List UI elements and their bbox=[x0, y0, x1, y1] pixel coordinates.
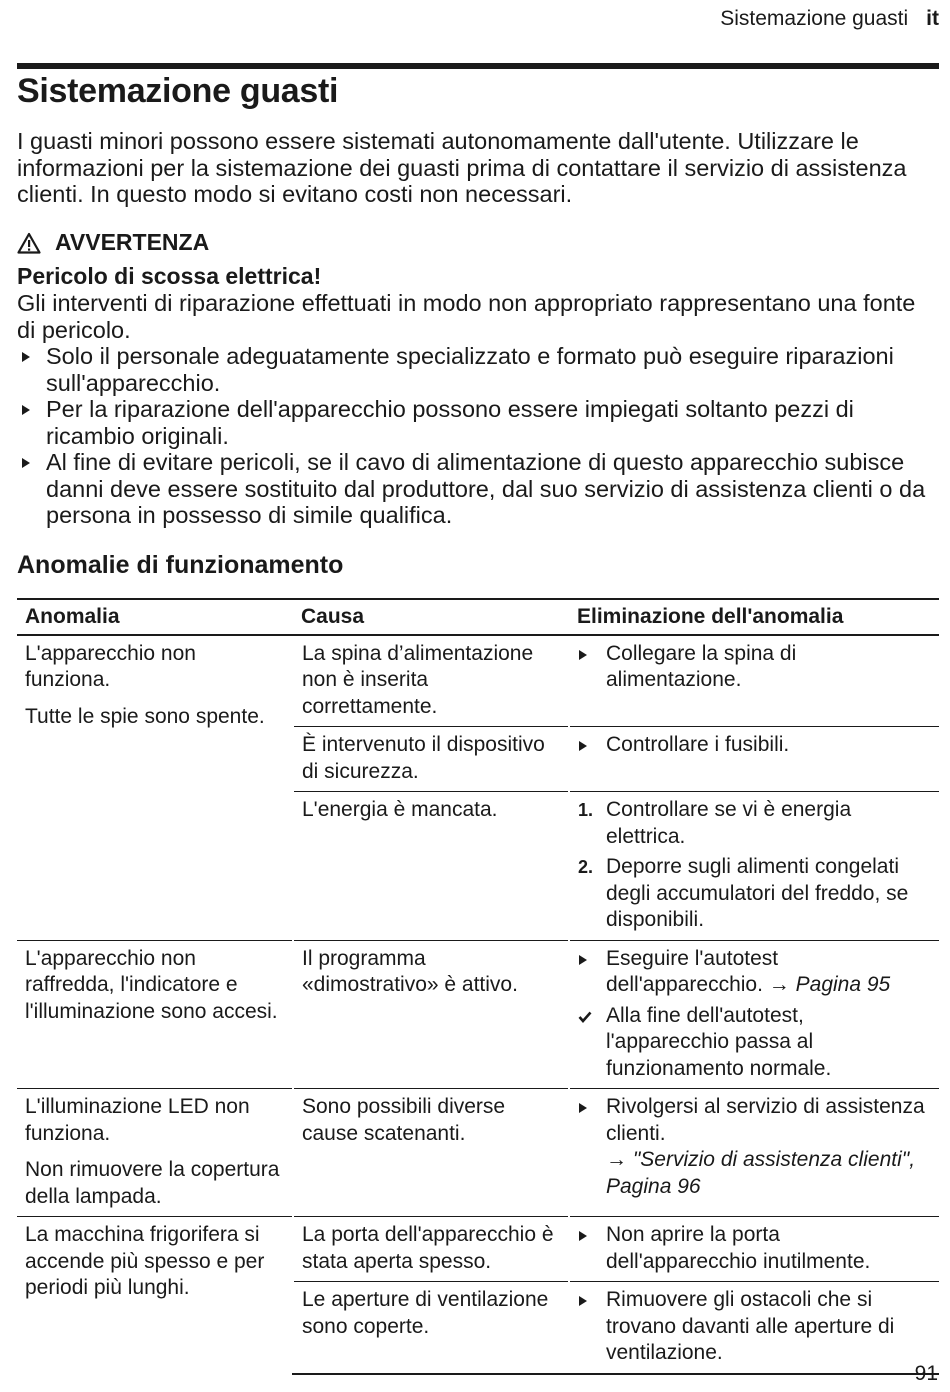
table-row bbox=[17, 940, 939, 1089]
warning-bullet-text: Al fine di evitare pericoli, se il cavo di alimentazione di questo apparecchio subisce danni deve essere sostituito dal produttore, dal suo servizio di assistenza clienti o da persona in possesso di simile qualifica. bbox=[46, 449, 926, 528]
fault-cell: La macchina frigorifera si accende più spesso e per periodi più lunghi. bbox=[17, 1217, 293, 1374]
running-header bbox=[720, 7, 939, 31]
fault-cell: L'apparecchio non raffredda, l'indicatore e l'illuminazione sono accesi. bbox=[17, 940, 293, 1089]
bullet-arrow-icon bbox=[578, 1287, 606, 1367]
page-title: Sistemazione guasti bbox=[17, 72, 339, 110]
fix-text: Collegare la spina di alimentazione. bbox=[606, 641, 797, 691]
step-number: 2. bbox=[578, 857, 594, 877]
cause-cell: Il programma «dimostrativo» è attivo. bbox=[293, 940, 569, 1089]
cause-cell: La spina d’alimentazione non è inserita correttamente. bbox=[293, 635, 569, 727]
fault-note: Non rimuovere la copertura della lampada. bbox=[25, 1158, 280, 1208]
warning-bullet bbox=[17, 449, 932, 529]
fix-text: Non aprire la porta dell'apparecchio inutilmente. bbox=[606, 1223, 871, 1273]
warning-bullet bbox=[17, 343, 932, 396]
column-header-fault: Anomalia bbox=[17, 599, 293, 635]
bullet-arrow-icon bbox=[578, 1094, 606, 1200]
fix-cell bbox=[569, 1217, 939, 1282]
step-number: 1. bbox=[578, 800, 594, 820]
table-row bbox=[17, 1217, 939, 1282]
warning-bullet-list bbox=[17, 343, 932, 529]
warning-bullet-text: Per la riparazione dell'apparecchio possono essere impiegati soltanto pezzi di ricambio originali. bbox=[46, 396, 854, 449]
page-reference-link[interactable]: Pagina 95 bbox=[795, 973, 891, 996]
bullet-arrow-icon bbox=[578, 641, 606, 694]
warning-subtitle: Pericolo di scossa elettrica! bbox=[17, 263, 322, 289]
cause-cell: Le aperture di ventilazione sono coperte. bbox=[293, 1282, 569, 1374]
header-rule bbox=[17, 63, 939, 69]
page-reference-link[interactable]: "Servizio di assistenza clienti", Pagina 96 bbox=[606, 1148, 916, 1198]
warning-title bbox=[17, 229, 209, 256]
result-text: Alla fine dell'autotest, l'apparecchio passa al funzionamento normale. bbox=[606, 1003, 832, 1080]
fix-text: Deporre sugli alimenti congelati degli accumulatori del freddo, se disponibili. bbox=[606, 855, 909, 931]
bullet-arrow-icon bbox=[21, 404, 31, 416]
arrow-icon: → bbox=[606, 1148, 627, 1171]
fix-text: Rimuovere gli ostacoli che si trovano davanti alle aperture di ventilazione. bbox=[606, 1288, 895, 1364]
check-icon bbox=[578, 1003, 606, 1083]
warning-label: AVVERTENZA bbox=[55, 229, 210, 255]
column-header-fix: Eliminazione dell'anomalia bbox=[569, 599, 939, 635]
warning-bullet-text: Solo il personale adeguatamente specializzato e formato può eseguire riparazioni sull'apparecchio. bbox=[46, 343, 894, 396]
fault-text: L'illuminazione LED non funziona. bbox=[25, 1095, 250, 1145]
fix-cell bbox=[569, 635, 939, 727]
fault-cell bbox=[17, 635, 293, 941]
fault-text: L'apparecchio non funziona. bbox=[25, 641, 196, 691]
fix-text: Controllare se vi è energia elettrica. bbox=[606, 798, 852, 848]
arrow-icon: → bbox=[768, 973, 790, 996]
fix-text: Eseguire l'autotest dell'apparecchio. bbox=[606, 946, 779, 996]
cause-cell: È intervenuto il dispositivo di sicurezza. bbox=[293, 727, 569, 792]
intro-paragraph: I guasti minori possono essere sistemati autonomamente dall'utente. Utilizzare le informazioni per la sistemazione dei guasti prima di contattare il servizio di assistenza clienti. In questo modo si evitano costi non necessari. bbox=[17, 128, 907, 207]
cause-cell: La porta dell'apparecchio è stata aperta spesso. bbox=[293, 1217, 569, 1282]
bullet-arrow-icon bbox=[578, 1222, 606, 1275]
bullet-arrow-icon bbox=[578, 732, 606, 760]
fix-cell bbox=[569, 940, 939, 1089]
column-header-cause: Causa bbox=[293, 599, 569, 635]
header-lang: it bbox=[926, 7, 939, 30]
table-row bbox=[17, 635, 939, 727]
table-row bbox=[17, 1089, 939, 1217]
fix-cell bbox=[569, 727, 939, 792]
fault-cell bbox=[17, 1089, 293, 1217]
fault-note: Tutte le spie sono spente. bbox=[25, 704, 265, 728]
fix-text: Rivolgersi al servizio di assistenza clienti. bbox=[606, 1095, 925, 1145]
table-header-row bbox=[17, 599, 939, 635]
troubleshooting-table bbox=[17, 598, 939, 1375]
fix-cell bbox=[569, 1282, 939, 1374]
bullet-arrow-icon bbox=[578, 946, 606, 999]
warning-text: Gli interventi di riparazione effettuati in modo non appropriato rappresentano una fonte di pericolo. bbox=[17, 290, 916, 343]
bullet-arrow-icon bbox=[21, 351, 31, 363]
page-number: 91 bbox=[914, 1362, 938, 1385]
fix-cell bbox=[569, 1089, 939, 1217]
section-title: Anomalie di funzionamento bbox=[17, 551, 344, 579]
cause-cell: Sono possibili diverse cause scatenanti. bbox=[293, 1089, 569, 1217]
header-section: Sistemazione guasti bbox=[720, 7, 909, 30]
bullet-arrow-icon bbox=[21, 457, 31, 469]
warning-triangle-icon bbox=[17, 232, 41, 254]
fix-text: Controllare i fusibili. bbox=[606, 733, 790, 756]
cause-cell: L'energia è mancata. bbox=[293, 792, 569, 941]
fix-cell bbox=[569, 792, 939, 941]
warning-bullet bbox=[17, 396, 932, 449]
